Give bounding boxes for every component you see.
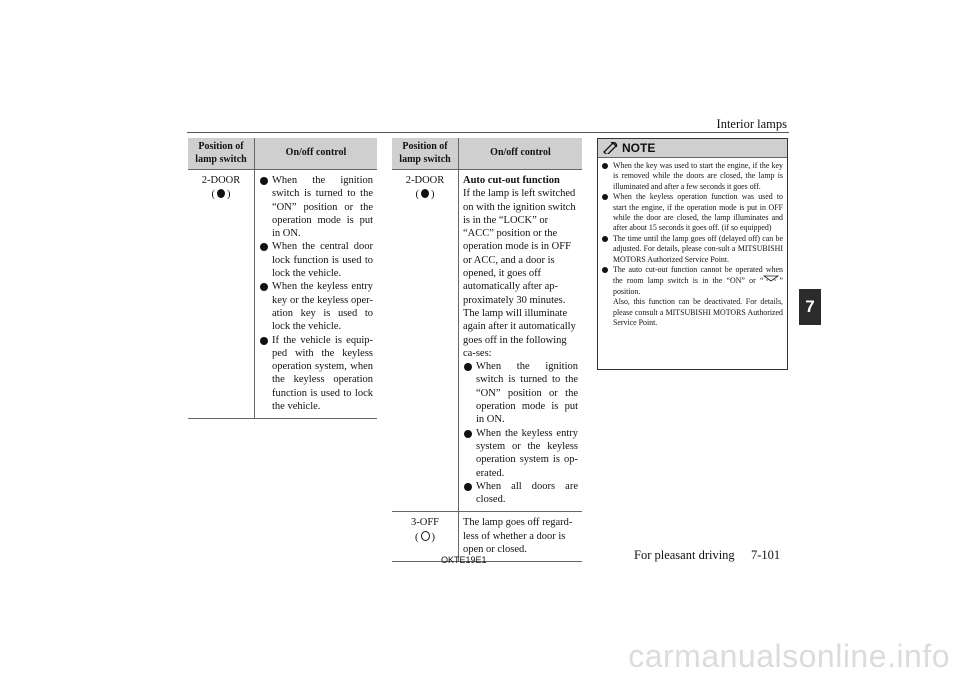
list-item: The auto cut-out function cannot be operated when the room lamp switch is in the “ON” or “ ” position. Also, this function can be deactivated. For details, please consult a MITSUBISHI MOTORS Authorized Service Point. bbox=[602, 265, 783, 328]
bullet-icon bbox=[602, 236, 608, 242]
bullet-icon bbox=[602, 194, 608, 200]
door-position-icon bbox=[763, 275, 779, 282]
header-rule bbox=[187, 132, 789, 133]
bullet-icon bbox=[602, 267, 608, 273]
bullet-icon bbox=[464, 430, 472, 438]
list-item: When the keyless operation function was used to start the engine, if the operation mode is put in OFF while the door are closed, the lamp illuminates and after about 15 seconds it goes off. (if so equipped) bbox=[602, 192, 783, 234]
note-title: NOTE bbox=[622, 141, 656, 155]
bullet-icon bbox=[602, 163, 608, 169]
page-number: 7-101 bbox=[751, 548, 781, 562]
watermark: carmanualsonline.info bbox=[628, 638, 950, 674]
bullet-icon bbox=[464, 363, 472, 371]
lamp-table-right bbox=[392, 138, 582, 562]
filled-circle-icon bbox=[421, 189, 429, 198]
list-item: When the keyless entry system or the keyless operation system is op-erated. bbox=[463, 427, 578, 480]
auto-cut-out-title: Auto cut-out function bbox=[463, 175, 560, 186]
control-cell bbox=[255, 170, 378, 419]
footer-section: For pleasant driving bbox=[634, 548, 735, 562]
list-item: The time until the lamp goes off (delayed off) can be adjusted. For details, please con-sult a MITSUBISHI MOTORS Authorized Service Point. bbox=[602, 234, 783, 265]
position-cell: 2-DOOR ( ) bbox=[188, 170, 255, 419]
position-cell: 2-DOOR ( ) bbox=[392, 170, 459, 512]
lamp-table-left bbox=[188, 138, 377, 419]
list-item: When the keyless entry key or the keyless oper-ation key is used to lock the vehicle. bbox=[259, 280, 373, 333]
section-title: Interior lamps bbox=[716, 117, 787, 131]
bullet-icon bbox=[260, 337, 268, 345]
list-item: If the vehicle is equip-ped with the keyless operation system, when the keyless operation function is used to lock the vehicle. bbox=[259, 334, 373, 414]
note-box bbox=[597, 138, 788, 370]
bullet-icon bbox=[260, 243, 268, 251]
pencil-note-icon bbox=[603, 142, 619, 154]
position-cell: 3-OFF ( ) bbox=[392, 512, 459, 562]
control-cell: The lamp goes off regard-less of whether a door is open or closed. bbox=[459, 512, 583, 562]
bullet-icon bbox=[260, 177, 268, 185]
open-circle-icon bbox=[421, 531, 430, 541]
control-cell bbox=[459, 170, 583, 512]
position-header: Position of lamp switch bbox=[188, 138, 255, 170]
list-item: When all doors are closed. bbox=[463, 480, 578, 507]
list-item: When the central door lock function is used to lock the vehicle. bbox=[259, 240, 373, 280]
document-code: OKTE19E1 bbox=[441, 555, 487, 565]
bullet-icon bbox=[464, 483, 472, 491]
filled-circle-icon bbox=[217, 189, 225, 198]
chapter-tab: 7 bbox=[799, 289, 821, 325]
control-header: On/off control bbox=[255, 138, 378, 170]
list-item: When the key was used to start the engine, if the key is removed while the doors are closed, the lamp is illuminated and after a few seconds it goes off. bbox=[602, 161, 783, 192]
note-header bbox=[598, 139, 787, 158]
list-item: When the ignition switch is turned to the “ON” position or the operation mode is put in ON. bbox=[463, 360, 578, 426]
bullet-icon bbox=[260, 283, 268, 291]
list-item: When the ignition switch is turned to the “ON” position or the operation mode is put in ON. bbox=[259, 174, 373, 240]
control-header: On/off control bbox=[459, 138, 583, 170]
position-header: Position of lamp switch bbox=[392, 138, 459, 170]
auto-cut-out-text: If the lamp is left switched on with the ignition switch is in the “LOCK” or “ACC” position or the operation mode is in OFF or ACC, and a door is opened, it goes off automatically after ap-proximately 30 minutes. The lamp will illuminate again after it automatically goes off in the following ca-ses: bbox=[463, 188, 576, 359]
